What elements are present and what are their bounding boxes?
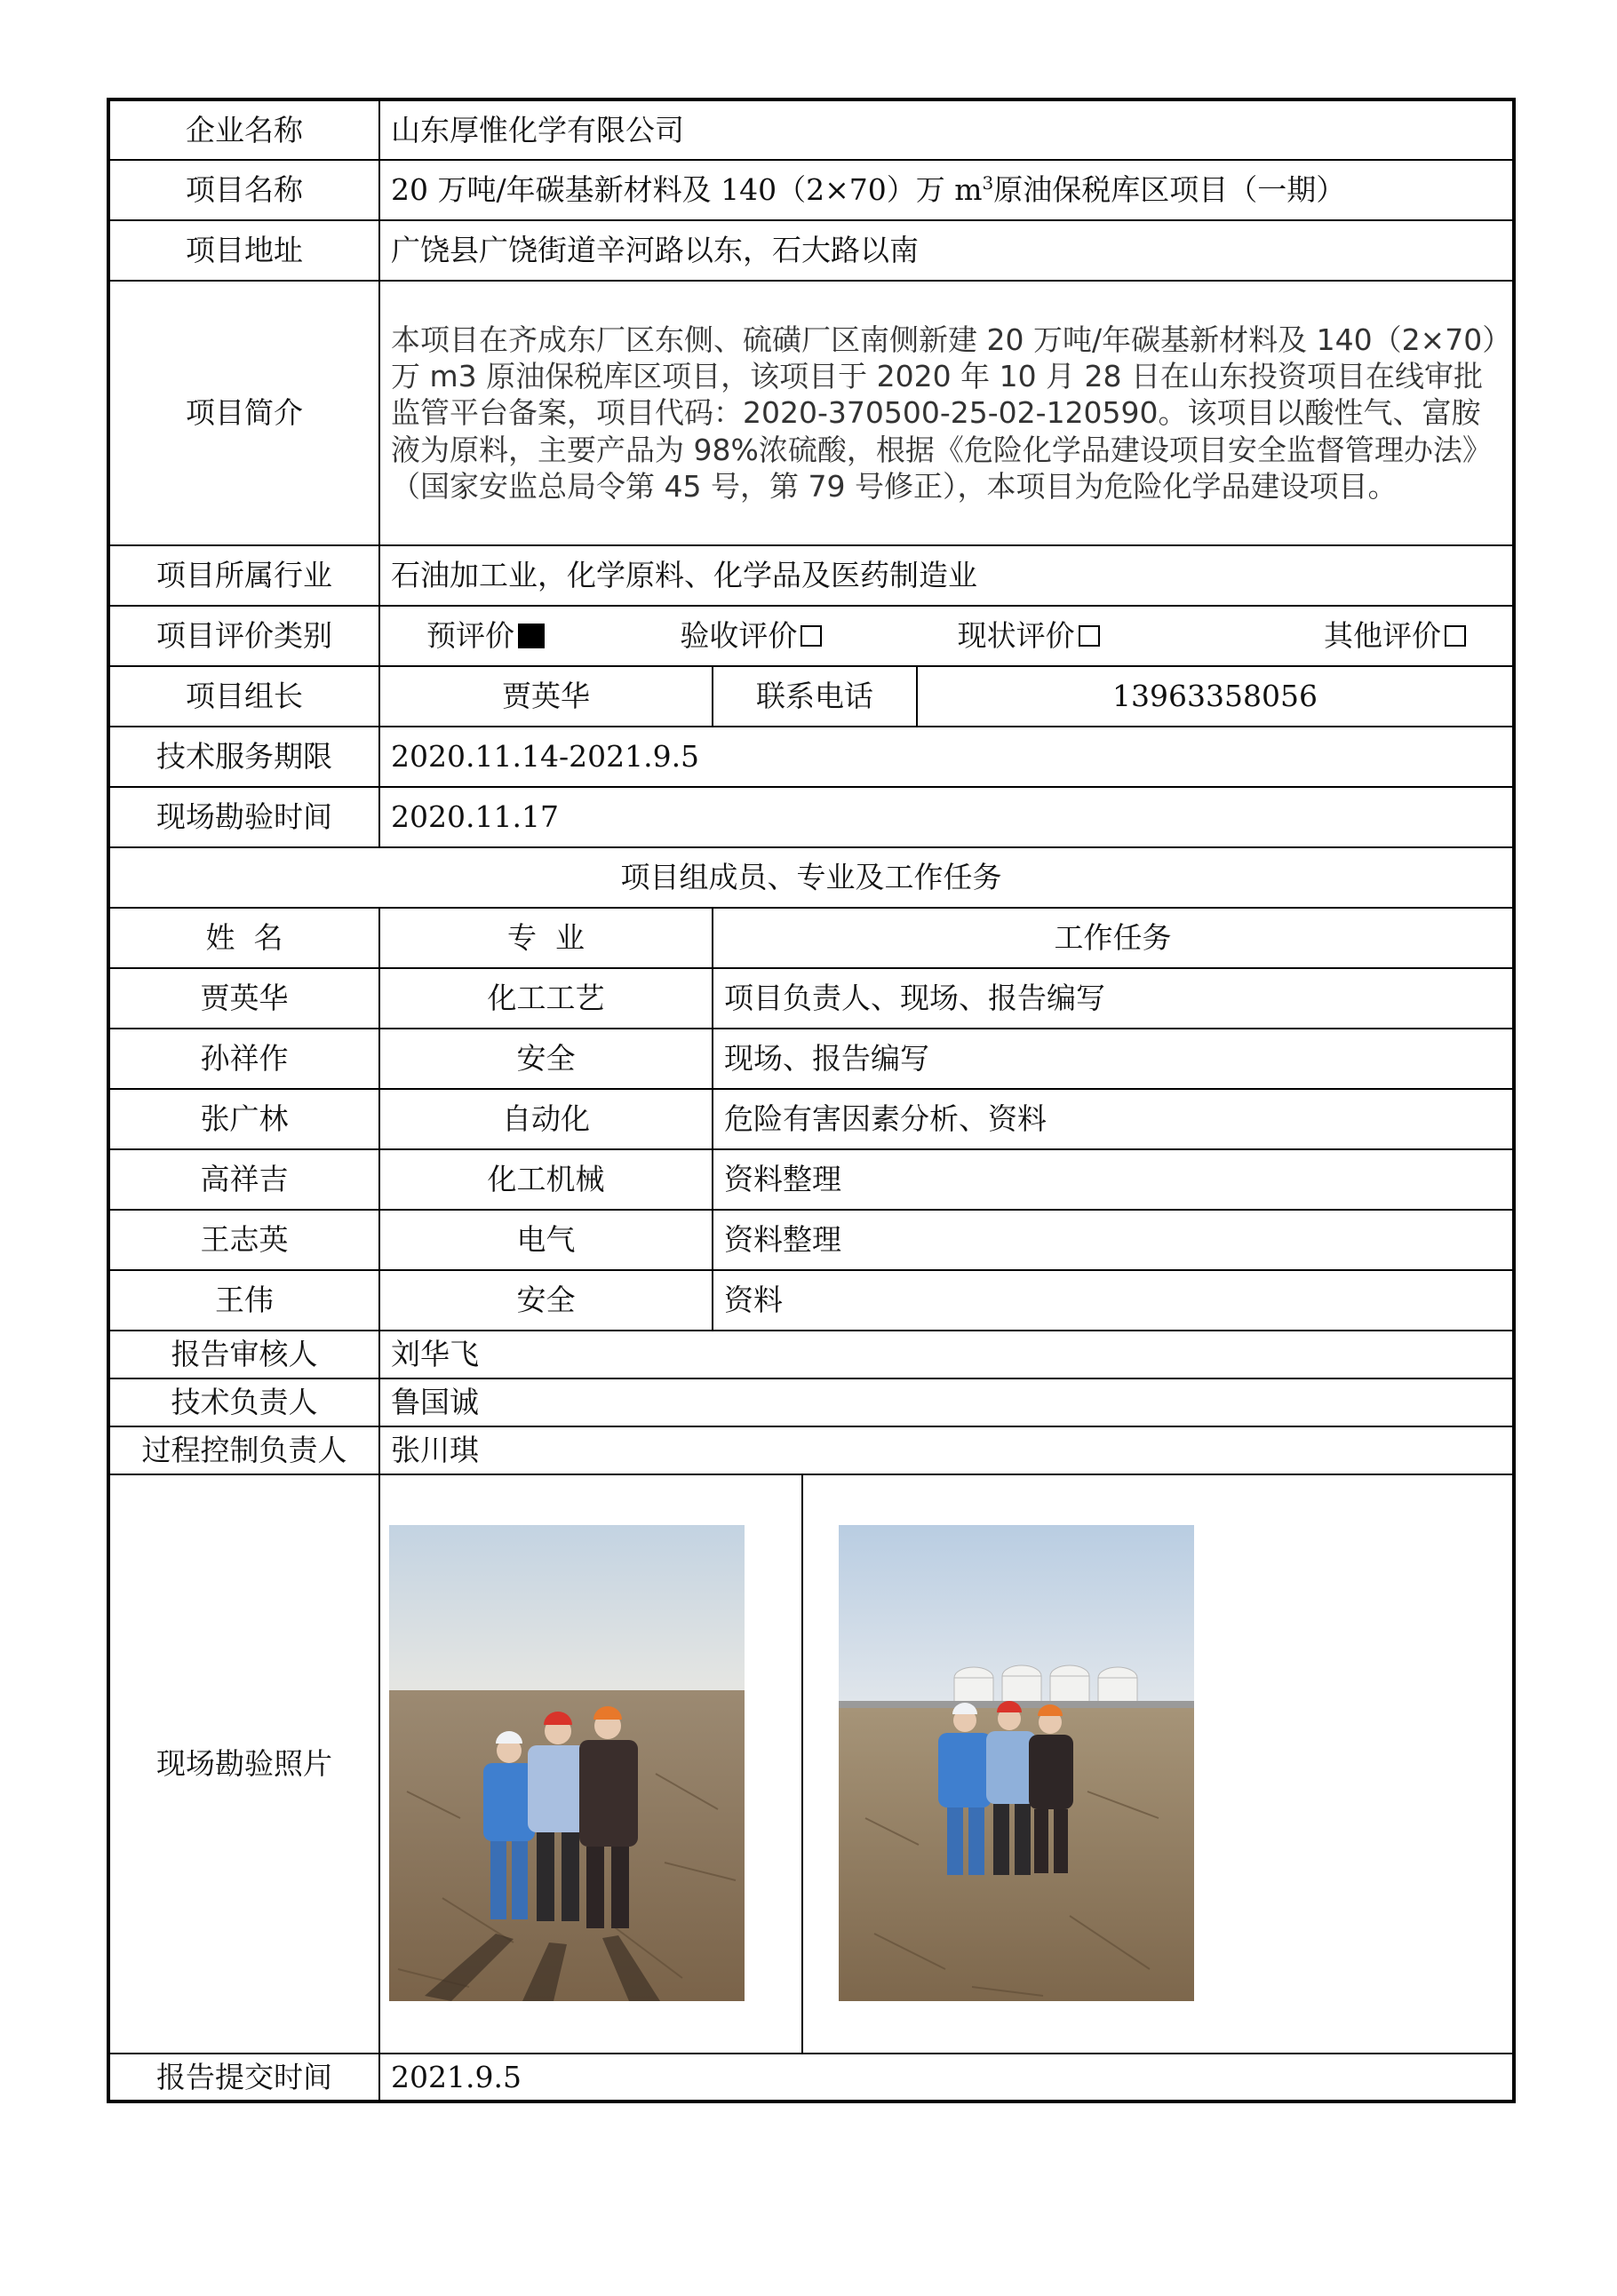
- report-sheet: [107, 98, 1512, 2103]
- evaluation-label: 项目评价类别: [108, 606, 379, 666]
- member-name: 张广林: [108, 1089, 379, 1149]
- address-row: [108, 220, 1514, 281]
- eval-option-pre[interactable]: 预评价: [426, 617, 545, 654]
- reviewer-row: [108, 1331, 1514, 1378]
- address-label: 项目地址: [108, 220, 379, 281]
- member-row: [108, 968, 1514, 1029]
- members-section-row: [108, 847, 1514, 908]
- member-name: 王伟: [108, 1270, 379, 1331]
- eval-option-other[interactable]: 其他评价: [1324, 617, 1466, 654]
- intro-label: 项目简介: [108, 281, 379, 545]
- member-name: 孙祥作: [108, 1029, 379, 1089]
- member-row: [108, 1270, 1514, 1331]
- phone-label: 联系电话: [713, 666, 917, 727]
- submit-time-row: [108, 2054, 1514, 2101]
- unchecked-box-icon[interactable]: [1445, 625, 1466, 647]
- member-row: [108, 1089, 1514, 1149]
- company-label: 企业名称: [108, 99, 379, 160]
- industry-value: 石油加工业，化学原料、化学品及医药制造业: [379, 545, 1514, 606]
- member-task: 危险有害因素分析、资料: [713, 1089, 1514, 1149]
- evaluation-options: [379, 606, 1514, 666]
- photo-divider: [801, 1475, 803, 2053]
- intro-row: [108, 281, 1514, 545]
- project-name-superscript: 3: [982, 172, 994, 195]
- photos-label: 现场勘验照片: [108, 1474, 379, 2054]
- member-task: 资料: [713, 1270, 1514, 1331]
- project-name-text-end: 原油保税库区项目（一期）: [993, 172, 1346, 208]
- project-info-table: [107, 98, 1516, 2103]
- tech-lead-label: 技术负责人: [108, 1378, 379, 1426]
- unchecked-box-icon[interactable]: [1079, 625, 1100, 647]
- tech-lead-value: 鲁国诚: [379, 1378, 1514, 1426]
- unchecked-box-icon[interactable]: [801, 625, 822, 647]
- member-major: 化工工艺: [379, 968, 713, 1029]
- survey-time-label: 现场勘验时间: [108, 787, 379, 847]
- intro-value: 本项目在齐成东厂区东侧、硫磺厂区南侧新建 20 万吨/年碳基新材料及 140（2×70）万 m3 原油保税库区项目，该项目于 2020 年 10 月 28 日在山东投资项目在线审批监管平台备案，项目代码：2020-370500-25-02-120590。该项目以酸性气、富胺液为原料，主要产品为 98%浓硫酸，根据《危险化学品建设项目安全监督管理办法》（国家安监总局令第 45 号，第 79 号修正），本项目为危险化学品建设项目。: [379, 281, 1514, 545]
- tech-lead-row: [108, 1378, 1514, 1426]
- company-row: [108, 99, 1514, 160]
- process-lead-row: [108, 1426, 1514, 1474]
- phone-value: 13963358056: [917, 666, 1514, 727]
- member-name: 高祥吉: [108, 1149, 379, 1210]
- member-task: 资料整理: [713, 1210, 1514, 1270]
- industry-row: [108, 545, 1514, 606]
- member-row: [108, 1210, 1514, 1270]
- member-task: 资料整理: [713, 1149, 1514, 1210]
- member-name: 贾英华: [108, 968, 379, 1029]
- member-task: 现场、报告编写: [713, 1029, 1514, 1089]
- industry-label: 项目所属行业: [108, 545, 379, 606]
- evaluation-row: [108, 606, 1514, 666]
- site-photo-2-image: [839, 1525, 1194, 2001]
- members-section-title: 项目组成员、专业及工作任务: [108, 847, 1514, 908]
- project-name-text: 20 万吨/年碳基新材料及 140（2×70）万 m: [391, 172, 983, 208]
- service-period-row: [108, 727, 1514, 787]
- company-value: 山东厚惟化学有限公司: [379, 99, 1514, 160]
- members-header-row: [108, 908, 1514, 968]
- eval-option-status[interactable]: 现状评价: [958, 617, 1100, 654]
- header-task: 工作任务: [713, 908, 1514, 968]
- submit-time-label: 报告提交时间: [108, 2054, 379, 2101]
- site-photo-1-image: [389, 1525, 745, 2001]
- member-major: 化工机械: [379, 1149, 713, 1210]
- service-period-label: 技术服务期限: [108, 727, 379, 787]
- leader-label: 项目组长: [108, 666, 379, 727]
- eval-option-acceptance[interactable]: 验收评价: [680, 617, 822, 654]
- member-row: [108, 1149, 1514, 1210]
- survey-time-value: 2020.11.17: [379, 787, 1514, 847]
- checked-box-icon[interactable]: [518, 624, 545, 648]
- member-task: 项目负责人、现场、报告编写: [713, 968, 1514, 1029]
- member-major: 安全: [379, 1270, 713, 1331]
- survey-time-row: [108, 787, 1514, 847]
- address-value: 广饶县广饶街道辛河路以东，石大路以南: [379, 220, 1514, 281]
- member-major: 自动化: [379, 1089, 713, 1149]
- header-name: 姓 名: [108, 908, 379, 968]
- leader-name: 贾英华: [379, 666, 713, 727]
- member-major: 安全: [379, 1029, 713, 1089]
- leader-row: [108, 666, 1514, 727]
- photos-cell: [379, 1474, 1514, 2054]
- member-major: 电气: [379, 1210, 713, 1270]
- submit-time-value: 2021.9.5: [379, 2054, 1514, 2101]
- process-lead-label: 过程控制负责人: [108, 1426, 379, 1474]
- reviewer-label: 报告审核人: [108, 1331, 379, 1378]
- project-name-value: [379, 160, 1514, 220]
- process-lead-value: 张川琪: [379, 1426, 1514, 1474]
- reviewer-value: 刘华飞: [379, 1331, 1514, 1378]
- member-row: [108, 1029, 1514, 1089]
- project-name-label: 项目名称: [108, 160, 379, 220]
- member-name: 王志英: [108, 1210, 379, 1270]
- site-photo-2: [839, 1525, 1194, 2001]
- site-photo-1: [389, 1525, 745, 2001]
- header-major: 专 业: [379, 908, 713, 968]
- service-period-value: 2020.11.14-2021.9.5: [379, 727, 1514, 787]
- project-name-row: [108, 160, 1514, 220]
- photos-row: [108, 1474, 1514, 2054]
